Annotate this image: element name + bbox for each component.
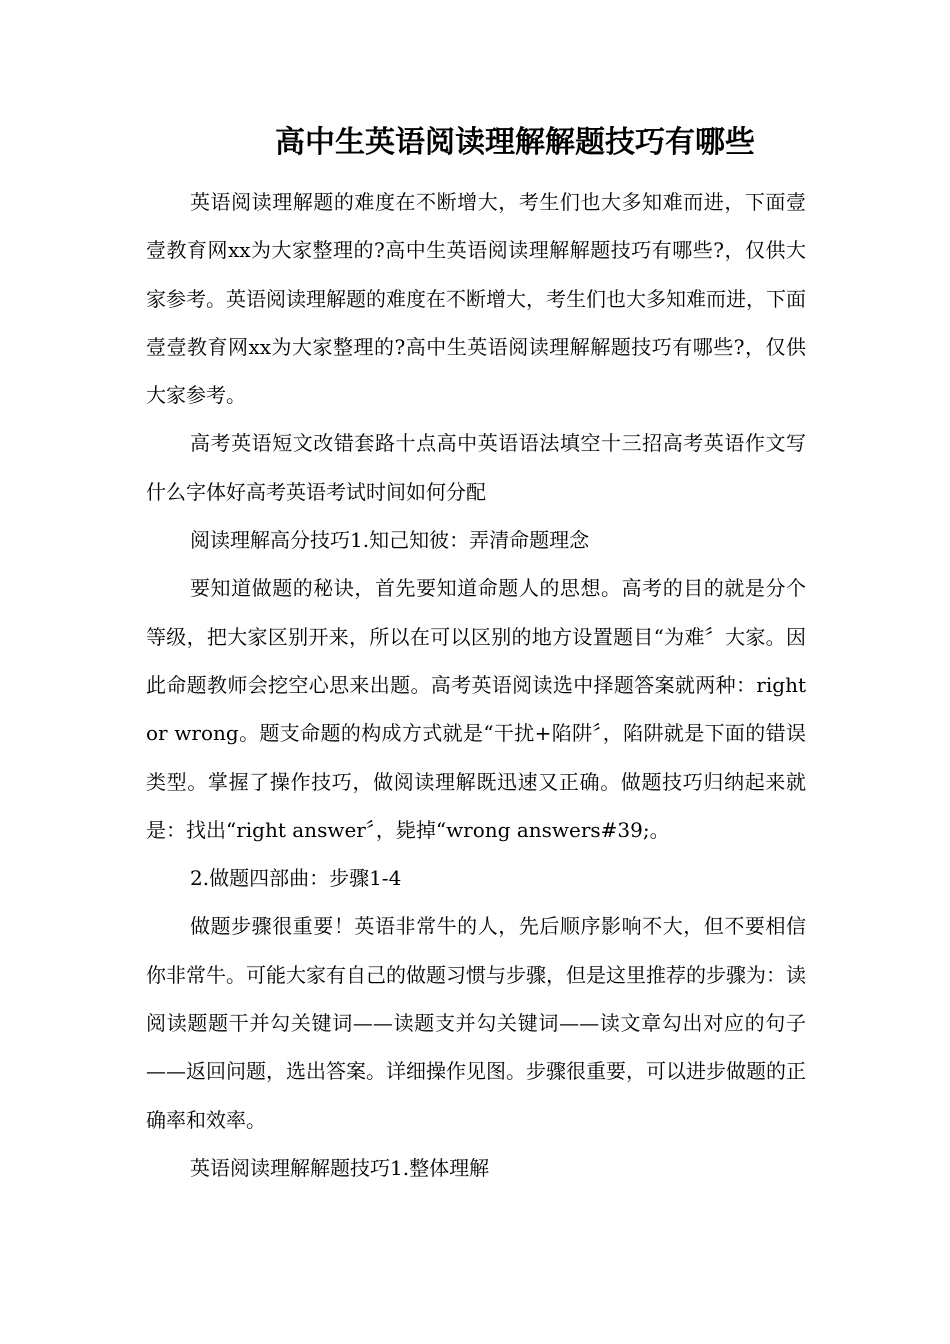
document-body — [146, 178, 806, 1192]
paragraph-tip-2-body: 做题步骤很重要！英语非常牛的人，先后顺序影响不大，但不要相信你非常牛。可能大家有自己的做题习惯与步骤，但是这里推荐的步骤为：读阅读题题干并勾关键词——读题支并勾关键词——读文章勾出对应的句子——返回问题，选出答案。详细操作见图。步骤很重要，可以进步做题的正确率和效率。 — [146, 914, 806, 1132]
paragraph-heading-section-2: 英语阅读理解解题技巧1.整体理解 — [190, 1155, 490, 1180]
paragraph-heading-tip-1: 阅读理解高分技巧1.知己知彼：弄清命题理念 — [190, 528, 590, 553]
paragraph-tip-1-body: 要知道做题的秘诀，首先要知道命题人的思想。高考的目的就是分个等级，把大家区别开来，所以在可以区别的地方设置题目“为难〞大家。因此命题教师会挖空心思来出题。高考英语阅读选中择题答案就两种：right or wrong。题支命题的构成方式就是“干扰+陷阱〞，陷阱就是下面的错误类型。掌握了操作技巧，做阅读理解既迅速又正确。做题技巧归纳起来就是：找出“right answer〞，毙掉“wrong answers#39;。 — [146, 576, 806, 842]
paragraph-heading-tip-2: 2.做题四部曲：步骤1-4 — [190, 866, 402, 891]
paragraph-intro: 英语阅读理解题的难度在不断增大，考生们也大多知难而进，下面壹壹教育网xx为大家整理的?高中生英语阅读理解解题技巧有哪些?，仅供大家参考。英语阅读理解题的难度在不断增大，考生们也大多知难而进，下面壹壹教育网xx为大家整理的?高中生英语阅读理解解题技巧有哪些?，仅供大家参考。 — [146, 190, 806, 408]
paragraph-related-links: 高考英语短文改错套路十点高中英语语法填空十三招高考英语作文写什么字体好高考英语考试时间如何分配 — [146, 431, 806, 504]
document-title: 高中生英语阅读理解解题技巧有哪些 — [275, 125, 755, 160]
